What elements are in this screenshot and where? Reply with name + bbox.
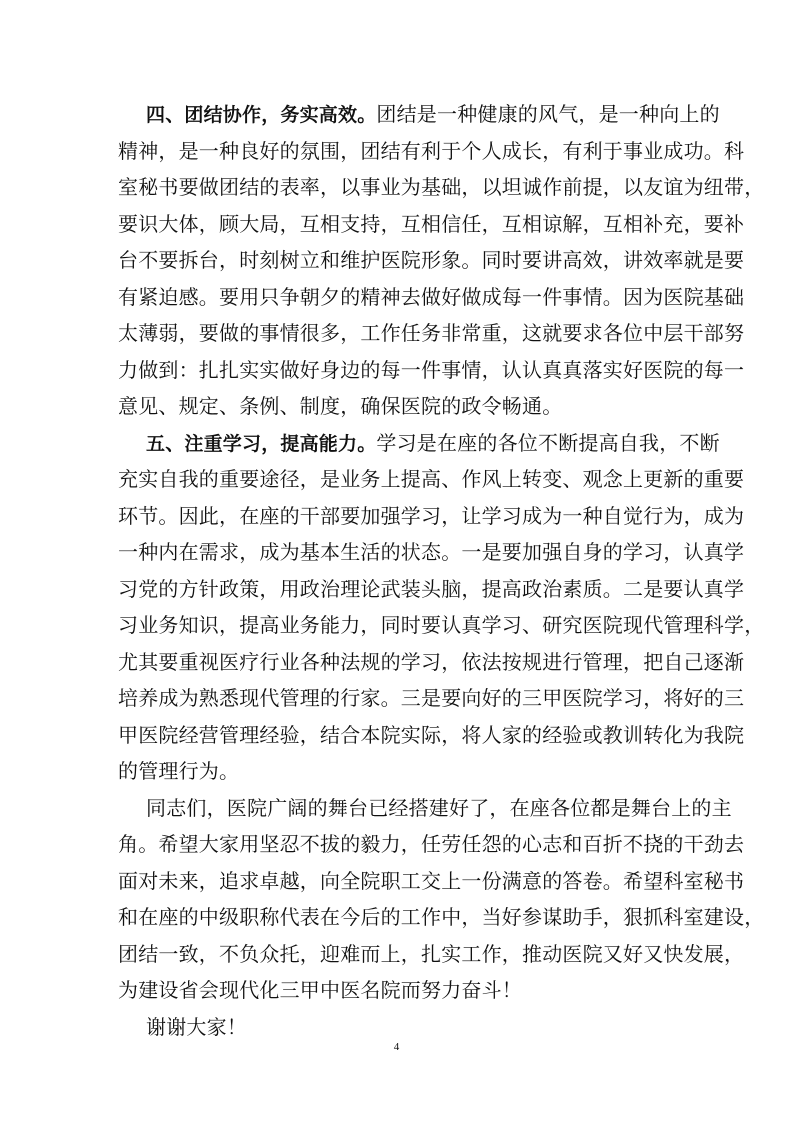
paragraph-line: 尤其要重视医疗行业各种法规的学习，依法按规进行管理，把自己逐渐 — [118, 649, 745, 674]
section-heading: 四、团结协作，务实高效。 — [146, 104, 377, 126]
page-number: 4 — [393, 1041, 400, 1053]
paragraph-line: 团结一致，不负众托，迎难而上，扎实工作，推动医院又好又快发展， — [118, 941, 745, 966]
paragraph-line: 角。希望大家用坚忍不拔的毅力，任劳任怨的心志和百折不挠的干劲去 — [118, 832, 745, 856]
paragraph-line: 室秘书要做团结的表率，以事业为基础，以坦诚作前提，以友谊为纽带， — [118, 175, 765, 199]
paragraph-line: 充实自我的重要途径，是业务上提高、作风上转变、观念上更新的重要 — [118, 467, 745, 491]
paragraph-line: 习党的方针政策，用政治理论武装头脑，提高政治素质。二是要认真学 — [118, 576, 745, 601]
paragraph-line: 习业务知识，提高业务能力，同时要认真学习、研究医院现代管理科学， — [118, 613, 765, 637]
paragraph-line: 台不要拆台，时刻树立和维护医院形象。同时要讲高效，讲效率就是要 — [118, 248, 745, 272]
paragraph-line: 同志们，医院广阔的舞台已经搭建好了，在座各位都是舞台上的主 — [146, 795, 732, 820]
paragraph-line: 要识大体，顾大局，互相支持，互相信任，互相谅解，互相补充，要补 — [118, 211, 745, 236]
paragraph-line: 的管理行为。 — [118, 759, 240, 783]
closing-line: 谢谢大家！ — [146, 1014, 247, 1039]
paragraph-line: 有紧迫感。要用只争朝夕的精神去做好做成每一件事情。因为医院基础 — [118, 284, 745, 309]
document-body — [118, 96, 765, 1045]
paragraph-text: 学习是在座的各位不断提高自我，不断 — [376, 430, 720, 455]
paragraph-line — [118, 96, 720, 133]
paragraph-line: 力做到：扎扎实实做好身边的每一件事情，认认真真落实好医院的每一 — [118, 357, 745, 382]
paragraph-line: 培养成为熟悉现代管理的行家。三是要向好的三甲医院学习，将好的三 — [118, 686, 745, 710]
paragraph-line: 甲医院经营管理经验，结合本院实际，将人家的经验或教训转化为我院 — [118, 722, 745, 747]
section-heading: 五、注重学习，提高能力。 — [146, 432, 377, 455]
paragraph-line: 太薄弱，要做的事情很多，工作任务非常重，这就要求各位中层干部努 — [118, 321, 745, 345]
paragraph-line: 一种内在需求，成为基本生活的状态。一是要加强自身的学习，认真学 — [118, 540, 745, 564]
paragraph-line: 为建设省会现代化三甲中医名院而努力奋斗！ — [118, 978, 522, 1002]
paragraph-line — [118, 425, 720, 462]
paragraph-line: 面对未来，追求卓越，向全院职工交上一份满意的答卷。希望科室秘书 — [118, 868, 745, 893]
paragraph-line: 精神，是一种良好的氛围，团结有利于个人成长，有利于事业成功。科 — [118, 138, 745, 163]
paragraph-line: 意见、规定、条例、制度，确保医院的政令畅通。 — [118, 394, 563, 418]
paragraph-line: 环节。因此，在座的干部要加强学习，让学习成为一种自觉行为，成为 — [118, 503, 745, 528]
paragraph-text: 团结是一种健康的风气，是一种向上的 — [376, 102, 720, 126]
paragraph-line: 和在座的中级职称代表在今后的工作中，当好参谋助手，狠抓科室建设， — [118, 905, 765, 929]
